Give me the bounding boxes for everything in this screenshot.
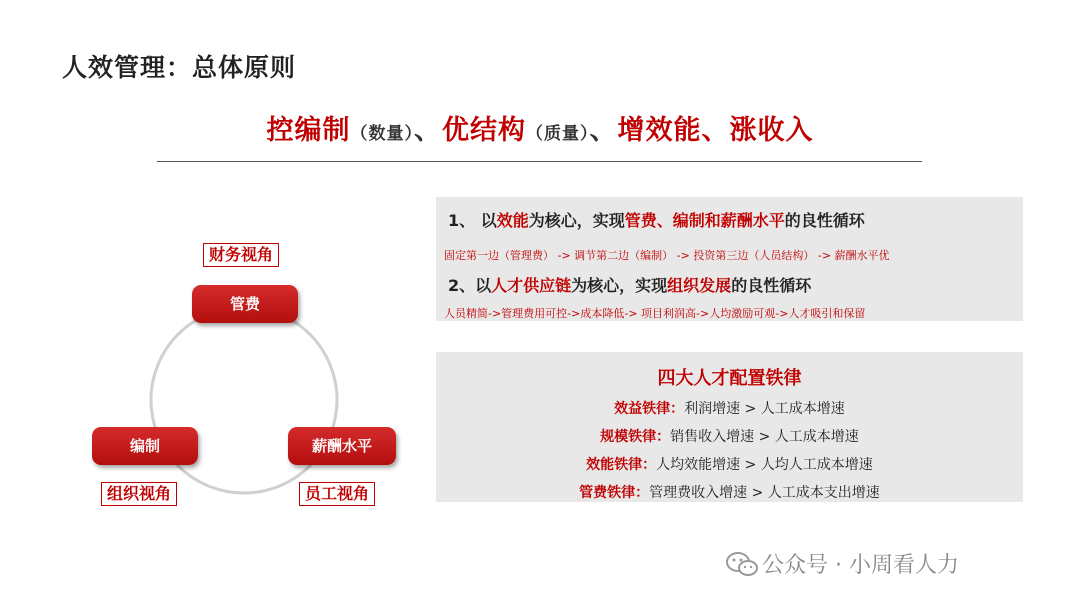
law-key: 效能铁律： (586, 457, 657, 473)
wechat-icon (726, 551, 758, 577)
node-headcount: 编制 (92, 427, 198, 465)
principle-1 (448, 208, 865, 231)
principle-2-a: 2、以 (448, 276, 492, 295)
finance-perspective-label: 财务视角 (203, 243, 279, 267)
law-row (436, 454, 1023, 474)
cycle-ring (151, 307, 337, 493)
node-salary-level: 薪酬水平 (288, 427, 396, 465)
law-row (436, 482, 1023, 502)
headline-note-1: （数量） (350, 124, 414, 144)
watermark (726, 548, 959, 579)
headline-note-2: （质量） (526, 124, 590, 144)
employee-perspective-label: 员工视角 (299, 482, 375, 506)
law-row (436, 426, 1023, 446)
principle-1-e: 的良性循环 (784, 211, 865, 230)
headline-sep-1: 、 (414, 115, 442, 146)
headline-sep-2: 、 (589, 115, 618, 146)
headline-part-2: 优结构 (442, 115, 526, 146)
node-management-fee: 管费 (192, 285, 298, 323)
principle-1-a: 1、 以 (448, 211, 497, 230)
principle-1-d: 管费、编制和薪酬水平 (624, 211, 785, 230)
headline-part-3: 增效能、涨收入 (617, 115, 814, 146)
principle-1-c: 为核心，实现 (528, 211, 625, 230)
principle-2-c: 为核心，实现 (571, 276, 668, 295)
law-key: 管费铁律： (579, 485, 650, 501)
talent-laws-panel (436, 352, 1023, 502)
principle-2-b: 人才供应链 (491, 276, 572, 295)
principles-panel (436, 197, 1023, 321)
org-perspective-label: 组织视角 (101, 482, 177, 506)
principle-2-d: 组织发展 (667, 276, 732, 295)
law-key: 效益铁律： (614, 401, 685, 417)
law-text: 人均效能增速 > 人均人工成本增速 (656, 457, 873, 473)
law-row (436, 398, 1023, 418)
principle-2 (448, 273, 811, 296)
laws-title: 四大人才配置铁律 (657, 368, 802, 389)
law-text: 销售收入增速 > 人工成本增速 (670, 429, 859, 445)
law-text: 利润增速 > 人工成本增速 (684, 401, 845, 417)
watermark-text: 公众号 · 小周看人力 (762, 553, 959, 578)
principle-1-b: 效能 (496, 211, 529, 230)
page-title: 人效管理：总体原则 (62, 53, 297, 82)
law-text: 管理费收入增速 > 人工成本支出增速 (649, 485, 880, 501)
headline-part-1: 控编制 (266, 115, 351, 146)
principle-1-chain: 固定第一边（管理费） -> 调节第二边（编制） -> 投资第三边（人员结构） -> 薪酬水平优 (444, 249, 890, 262)
law-key: 规模铁律： (600, 429, 671, 445)
principle-2-chain: 人员精简->管理费用可控->成本降低-> 项目利润高->人均激励可观->人才吸引和保留 (444, 307, 866, 320)
principle-2-e: 的良性循环 (731, 276, 812, 295)
